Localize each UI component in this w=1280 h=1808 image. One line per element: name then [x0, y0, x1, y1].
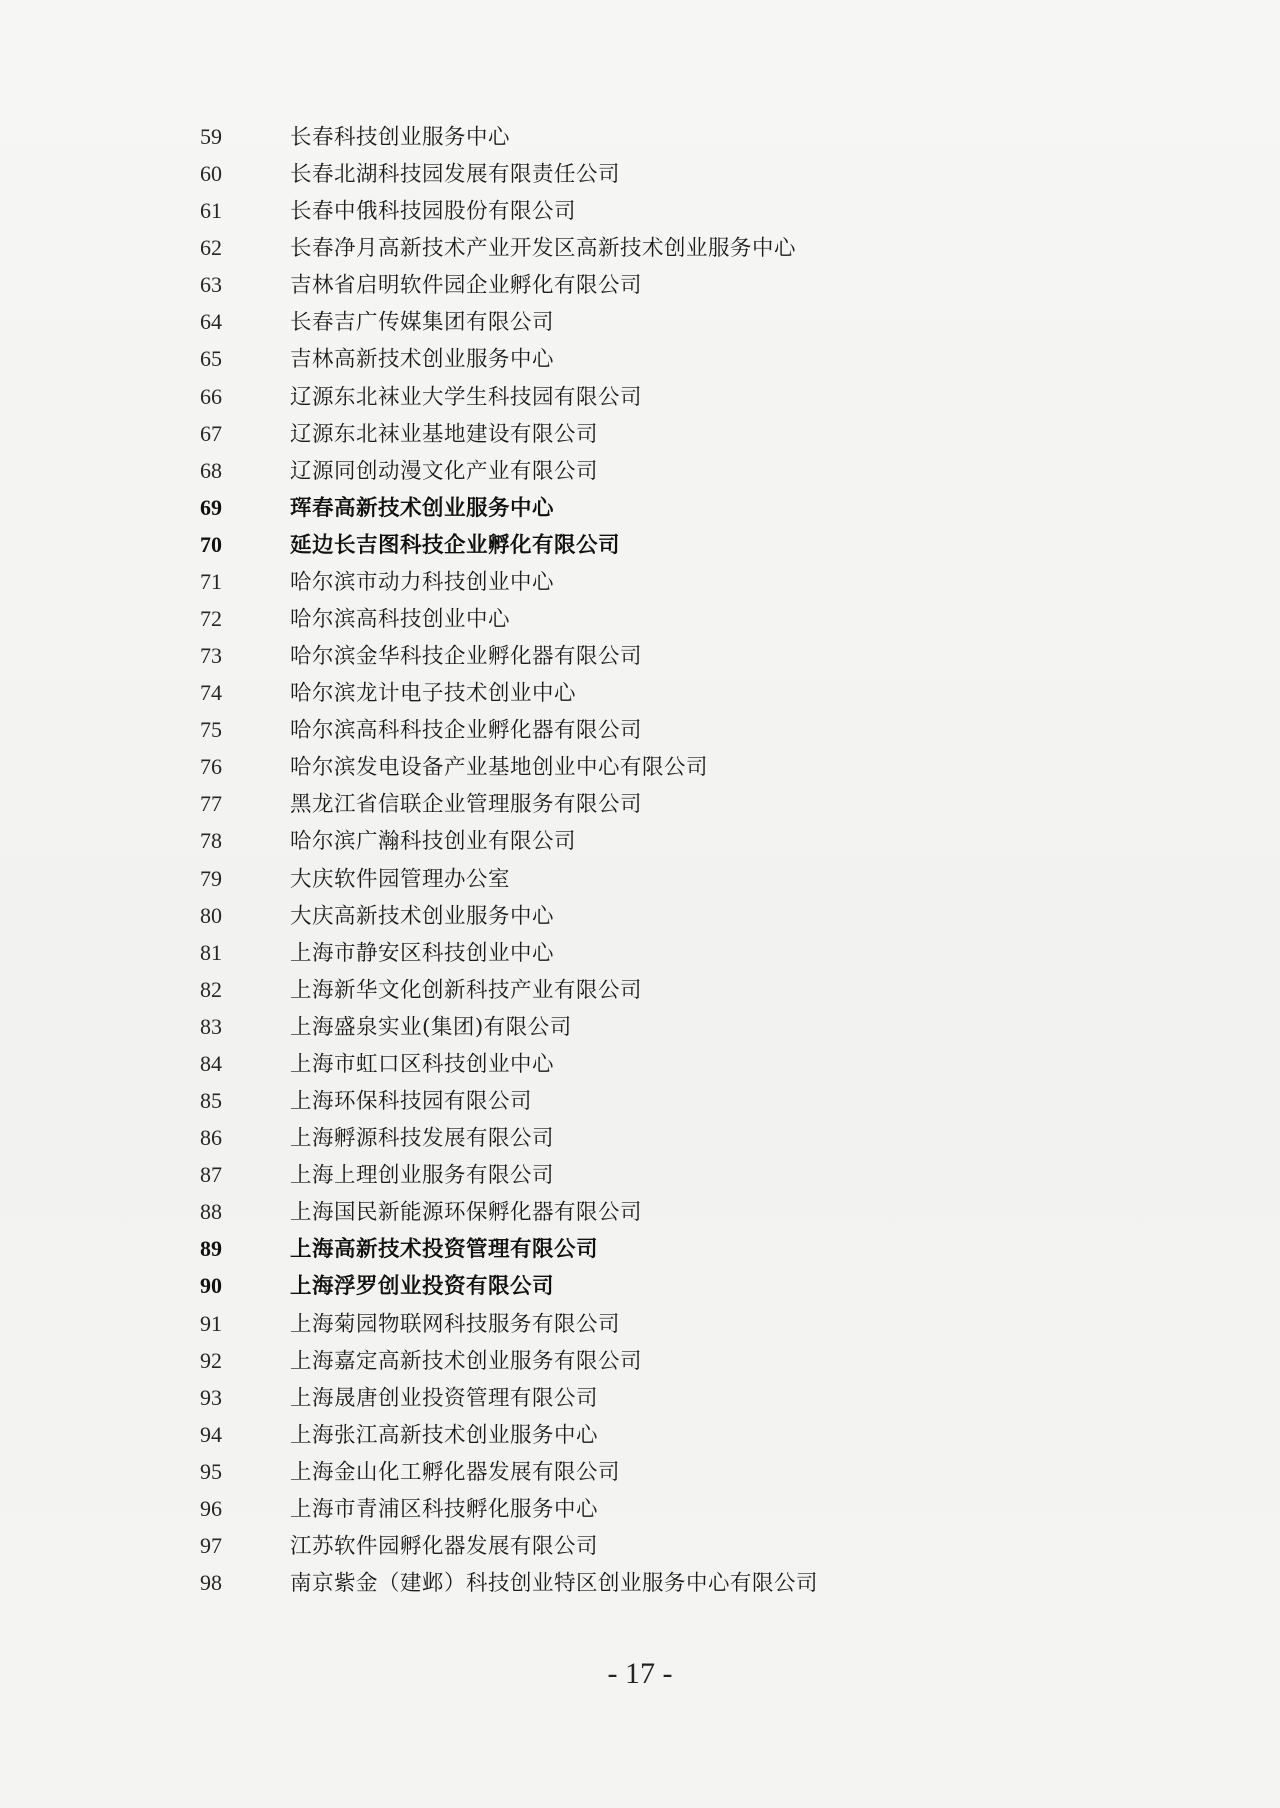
item-number: 89 [200, 1236, 222, 1262]
item-name: 大庆高新技术创业服务中心 [290, 903, 555, 929]
item-name: 上海上理创业服务有限公司 [290, 1163, 555, 1189]
item-name: 大庆软件园管理办公室 [290, 866, 511, 892]
list-item [200, 1416, 818, 1453]
item-name: 哈尔滨金华科技企业孵化器有限公司 [290, 644, 643, 670]
list-item [200, 600, 818, 637]
item-name: 哈尔滨高科科技企业孵化器有限公司 [290, 718, 643, 744]
item-number: 91 [200, 1310, 222, 1336]
item-number: 63 [200, 272, 222, 298]
item-name: 江苏软件园孵化器发展有限公司 [290, 1533, 599, 1559]
item-number: 81 [200, 939, 222, 965]
list-item [200, 1379, 818, 1416]
item-number: 72 [200, 606, 222, 632]
list-item [200, 229, 818, 266]
item-name: 长春中俄科技园股份有限公司 [290, 199, 577, 225]
item-name: 延边长吉图科技企业孵化有限公司 [290, 532, 621, 558]
item-name: 上海新华文化创新科技产业有限公司 [290, 977, 643, 1003]
list-item [200, 1564, 818, 1601]
item-name: 吉林高新技术创业服务中心 [290, 347, 555, 373]
item-number: 73 [200, 643, 222, 669]
item-name: 珲春高新技术创业服务中心 [290, 495, 555, 521]
item-name: 长春吉广传媒集团有限公司 [290, 310, 555, 336]
item-name: 吉林省启明软件园企业孵化有限公司 [290, 273, 643, 299]
item-number: 71 [200, 568, 222, 594]
list-item [200, 1342, 818, 1379]
item-number: 76 [200, 754, 222, 780]
item-name: 上海环保科技园有限公司 [290, 1089, 533, 1115]
item-name: 上海菊园物联网科技服务有限公司 [290, 1311, 621, 1337]
list-item [200, 1082, 818, 1119]
list-item [200, 674, 818, 711]
item-number: 79 [200, 865, 222, 891]
item-number: 95 [200, 1458, 222, 1484]
item-name: 哈尔滨发电设备产业基地创业中心有限公司 [290, 755, 709, 781]
list-item [200, 971, 818, 1008]
item-number: 88 [200, 1199, 222, 1225]
item-number: 97 [200, 1532, 222, 1558]
list-item [200, 1490, 818, 1527]
item-name: 上海孵源科技发展有限公司 [290, 1126, 555, 1152]
item-name: 哈尔滨高科技创业中心 [290, 607, 511, 633]
list-item [200, 155, 818, 192]
list-item [200, 1305, 818, 1342]
item-name: 长春科技创业服务中心 [290, 125, 511, 150]
item-number: 69 [200, 494, 222, 520]
list-item [200, 1045, 818, 1082]
list-item [200, 897, 818, 934]
item-number: 60 [200, 161, 222, 187]
list-item [200, 118, 818, 155]
item-name: 上海张江高新技术创业服务中心 [290, 1422, 599, 1448]
list-item [200, 340, 818, 377]
item-number: 92 [200, 1347, 222, 1373]
item-number: 77 [200, 791, 222, 817]
list-item [200, 415, 818, 452]
item-number: 98 [200, 1570, 222, 1596]
item-name: 哈尔滨市动力科技创业中心 [290, 569, 555, 595]
item-number: 93 [200, 1384, 222, 1410]
item-name: 上海晟唐创业投资管理有限公司 [290, 1385, 599, 1411]
list-item [200, 822, 818, 859]
list-item [200, 526, 818, 563]
list-item [200, 711, 818, 748]
item-name: 上海市青浦区科技孵化服务中心 [290, 1496, 599, 1522]
list-item [200, 1008, 818, 1045]
item-number: 62 [200, 235, 222, 261]
item-name: 黑龙江省信联企业管理服务有限公司 [290, 792, 643, 818]
list-item [200, 303, 818, 340]
list-item [200, 563, 818, 600]
item-name: 上海高新技术投资管理有限公司 [290, 1237, 599, 1263]
incubator-list [200, 118, 818, 1601]
list-item [200, 637, 818, 674]
item-number: 61 [200, 198, 222, 224]
item-number: 90 [200, 1273, 222, 1299]
list-item [200, 452, 818, 489]
item-name: 哈尔滨龙计电子技术创业中心 [290, 681, 577, 707]
item-name: 辽源东北袜业大学生科技园有限公司 [290, 384, 643, 410]
list-item [200, 860, 818, 897]
item-number: 96 [200, 1495, 222, 1521]
list-item [200, 748, 818, 785]
item-name: 上海金山化工孵化器发展有限公司 [290, 1459, 621, 1485]
list-item [200, 489, 818, 526]
list-item [200, 785, 818, 822]
item-name: 上海浮罗创业投资有限公司 [290, 1274, 555, 1300]
item-name: 上海嘉定高新技术创业服务有限公司 [290, 1348, 643, 1374]
item-number: 87 [200, 1162, 222, 1188]
item-name: 长春净月高新技术产业开发区高新技术创业服务中心 [290, 236, 797, 262]
list-item [200, 934, 818, 971]
list-item [200, 1156, 818, 1193]
item-number: 65 [200, 346, 222, 372]
item-number: 94 [200, 1421, 222, 1447]
page-number: - 17 - [607, 1657, 673, 1690]
item-number: 80 [200, 902, 222, 928]
item-number: 75 [200, 717, 222, 743]
item-number: 70 [200, 531, 222, 557]
item-number: 67 [200, 420, 222, 446]
list-item [200, 266, 818, 303]
item-name: 上海市静安区科技创业中心 [290, 940, 555, 966]
item-number: 78 [200, 828, 222, 854]
item-name: 辽源东北袜业基地建设有限公司 [290, 421, 599, 447]
list-item [200, 192, 818, 229]
item-name: 上海盛泉实业(集团)有限公司 [290, 1014, 572, 1040]
item-number: 83 [200, 1013, 222, 1039]
list-item [200, 1267, 818, 1304]
item-name: 哈尔滨广瀚科技创业有限公司 [290, 829, 577, 855]
item-name: 辽源同创动漫文化产业有限公司 [290, 458, 599, 484]
item-name: 上海国民新能源环保孵化器有限公司 [290, 1200, 643, 1226]
item-number: 86 [200, 1125, 222, 1151]
list-item [200, 1527, 818, 1564]
list-item [200, 378, 818, 415]
item-number: 68 [200, 457, 222, 483]
item-number: 82 [200, 976, 222, 1002]
item-number: 85 [200, 1088, 222, 1114]
item-number: 74 [200, 680, 222, 706]
item-number: 64 [200, 309, 222, 335]
item-number: 84 [200, 1050, 222, 1076]
list-item [200, 1193, 818, 1230]
item-name: 南京紫金（建邺）科技创业特区创业服务中心有限公司 [290, 1571, 819, 1597]
item-name: 上海市虹口区科技创业中心 [290, 1051, 555, 1077]
item-name: 长春北湖科技园发展有限责任公司 [290, 162, 621, 188]
list-item [200, 1119, 818, 1156]
item-number: 59 [200, 124, 222, 149]
list-item [200, 1453, 818, 1490]
list-item [200, 1230, 818, 1267]
item-number: 66 [200, 383, 222, 409]
